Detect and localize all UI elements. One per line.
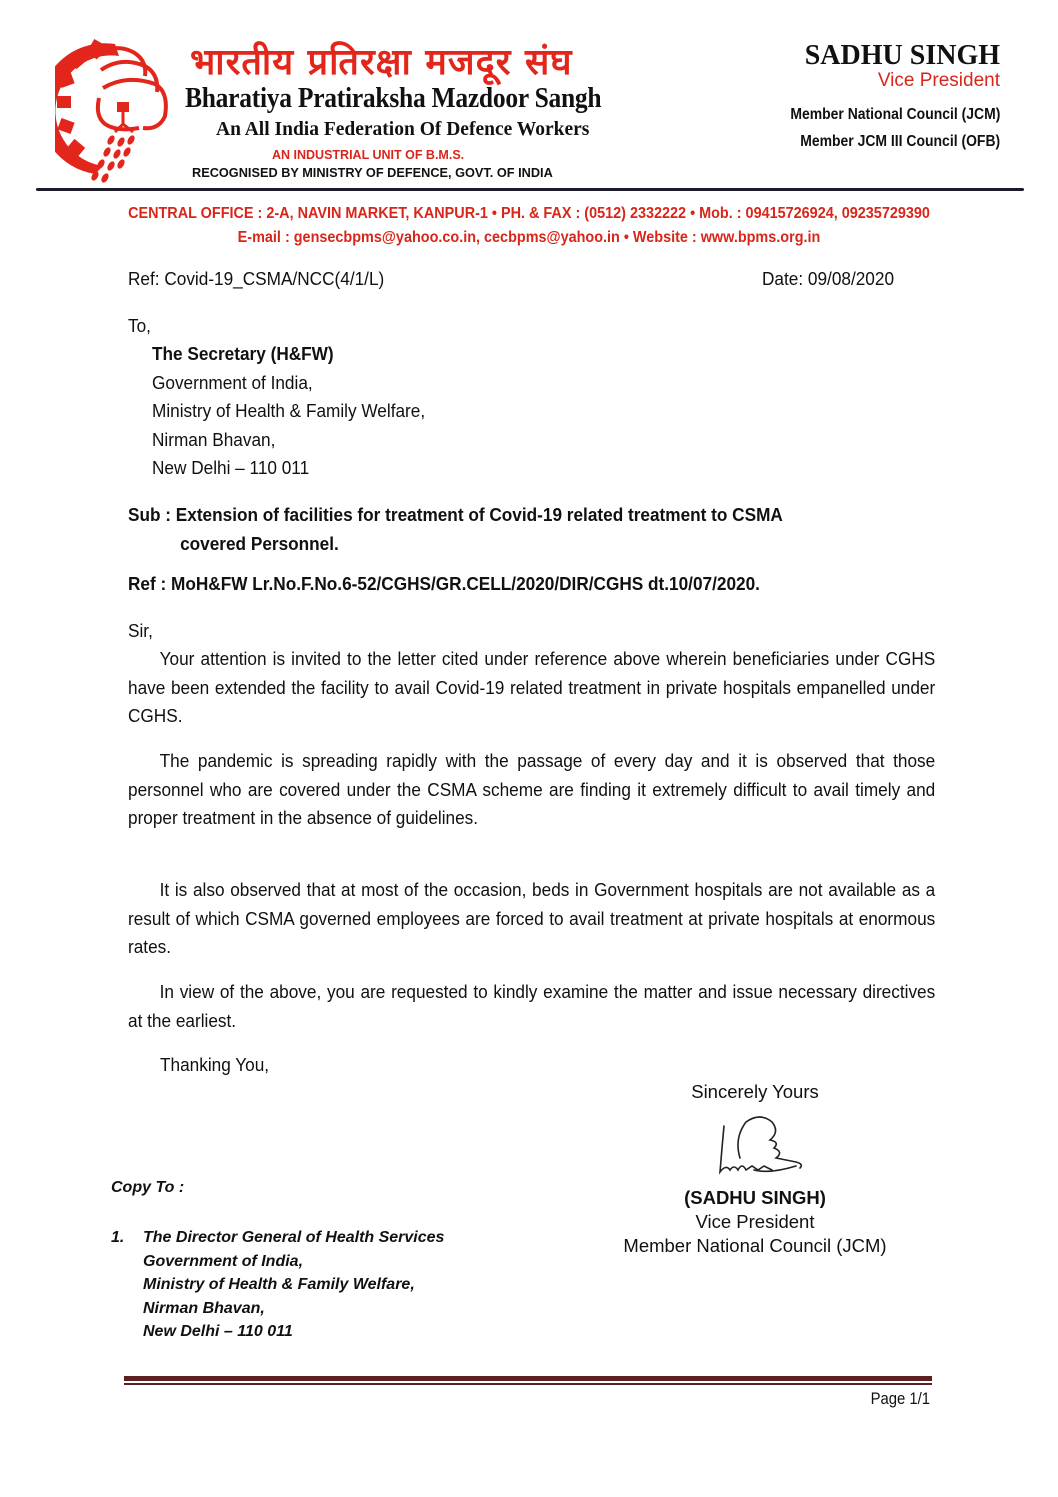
official-membership-1: Member National Council (JCM) xyxy=(789,106,1000,123)
addressee-line: Nirman Bhavan, xyxy=(152,428,276,450)
subject-line-2: covered Personnel. xyxy=(180,533,339,554)
org-recognition: RECOGNISED BY MINISTRY OF DEFENCE, GOVT. OF INDIA xyxy=(192,165,553,180)
subject-reference: Ref : MoH&FW Lr.No.F.No.6-52/CGHS/GR.CELL/2020/DIR/CGHS dt.10/07/2020. xyxy=(128,573,760,594)
copy-to-list xyxy=(111,1226,444,1344)
official-role: Vice President xyxy=(877,70,1000,91)
addressee-block xyxy=(152,340,425,483)
addressee-line: New Delhi – 110 011 xyxy=(152,457,310,478)
addressee-line: Ministry of Health & Family Welfare, xyxy=(152,400,426,421)
paragraph-text: It is also observed that at most of the occasion, beds in Government hospitals are not available as a result of which CSMA governed employees are forced to avail treatment at private hospitals at enormous rates. xyxy=(128,879,936,957)
page-number: Page 1/1 xyxy=(870,1390,930,1408)
salutation: Sir, xyxy=(128,620,153,641)
copy-item-line: Nirman Bhavan, xyxy=(143,1299,265,1317)
official-membership-2: Member JCM III Council (OFB) xyxy=(800,133,1000,150)
copy-item-line: Ministry of Health & Family Welfare, xyxy=(143,1276,415,1293)
org-unit: AN INDUSTRIAL UNIT OF B.M.S. xyxy=(272,148,465,162)
paragraph-text: The pandemic is spreading rapidly with the passage of every day and it is observed that those personnel who are covered under the CSMA scheme are finding it extremely difficult to avail timely and proper treatment in the absence of guidelines. xyxy=(128,750,936,828)
copy-item-line: The Director General of Health Services xyxy=(143,1229,445,1246)
addressee-title: The Secretary (H&FW) xyxy=(152,343,334,364)
signatory-name: (SADHU SINGH) xyxy=(684,1187,826,1208)
paragraph-4 xyxy=(128,978,935,1035)
contact-details: E-mail : gensecbpms@yahoo.co.in, cecbpms@yahoo.in • Website : www.bpms.org.in xyxy=(237,229,821,246)
official-name: SADHU SINGH xyxy=(804,40,1000,71)
to-label: To, xyxy=(128,315,151,336)
org-tagline: An All India Federation Of Defence Workers xyxy=(216,119,590,140)
paragraph-2 xyxy=(128,747,935,833)
copy-item-number: 1. xyxy=(111,1229,125,1246)
letterhead-divider xyxy=(36,188,1024,191)
footer-rule-thick xyxy=(124,1376,932,1381)
addressee-line: Government of India, xyxy=(152,371,313,393)
paragraph-text: Your attention is invited to the letter cited under reference above wherein beneficiaries under CGHS have been extended the facility to avail Covid-19 related treatment in private hospitals empanelled under CGHS. xyxy=(128,648,936,726)
paragraph-1 xyxy=(128,645,935,731)
paragraph-text: In view of the above, you are requested to kindly examine the matter and issue necessary directives at the earliest. xyxy=(128,981,936,1031)
copy-to-label: Copy To : xyxy=(111,1179,185,1196)
paragraph-3 xyxy=(128,876,935,962)
letter-date: Date: 09/08/2020 xyxy=(762,268,895,289)
footer-rule-thin xyxy=(124,1383,932,1385)
copy-item-line: New Delhi – 110 011 xyxy=(143,1323,293,1340)
central-office-address: CENTRAL OFFICE : 2-A, NAVIN MARKET, KANPUR-1 • PH. & FAX : (0512) 2332222 • Mob. : 09415726924, 09235729390 xyxy=(128,205,930,222)
org-name-hindi: भारतीय प्रतिरक्षा मजदूर संघ xyxy=(190,42,573,83)
copy-item-line: Government of India, xyxy=(143,1252,304,1270)
organization-logo-icon xyxy=(55,36,175,186)
subject-line-1: Sub : Extension of facilities for treatment of Covid-19 related treatment to CSMA xyxy=(128,504,783,525)
copy-item xyxy=(143,1226,444,1344)
valediction: Sincerely Yours xyxy=(691,1081,819,1102)
handwritten-signature-icon xyxy=(700,1108,810,1186)
signatory-membership: Member National Council (JCM) xyxy=(623,1235,887,1256)
subject xyxy=(128,500,783,558)
signature-block xyxy=(590,1080,920,1258)
signatory-role: Vice President xyxy=(695,1211,815,1232)
letter-reference: Ref: Covid-19_CSMA/NCC(4/1/L) xyxy=(128,268,385,289)
closing: Thanking You, xyxy=(160,1054,270,1075)
org-name: Bharatiya Pratiraksha Mazdoor Sangh xyxy=(185,82,602,114)
